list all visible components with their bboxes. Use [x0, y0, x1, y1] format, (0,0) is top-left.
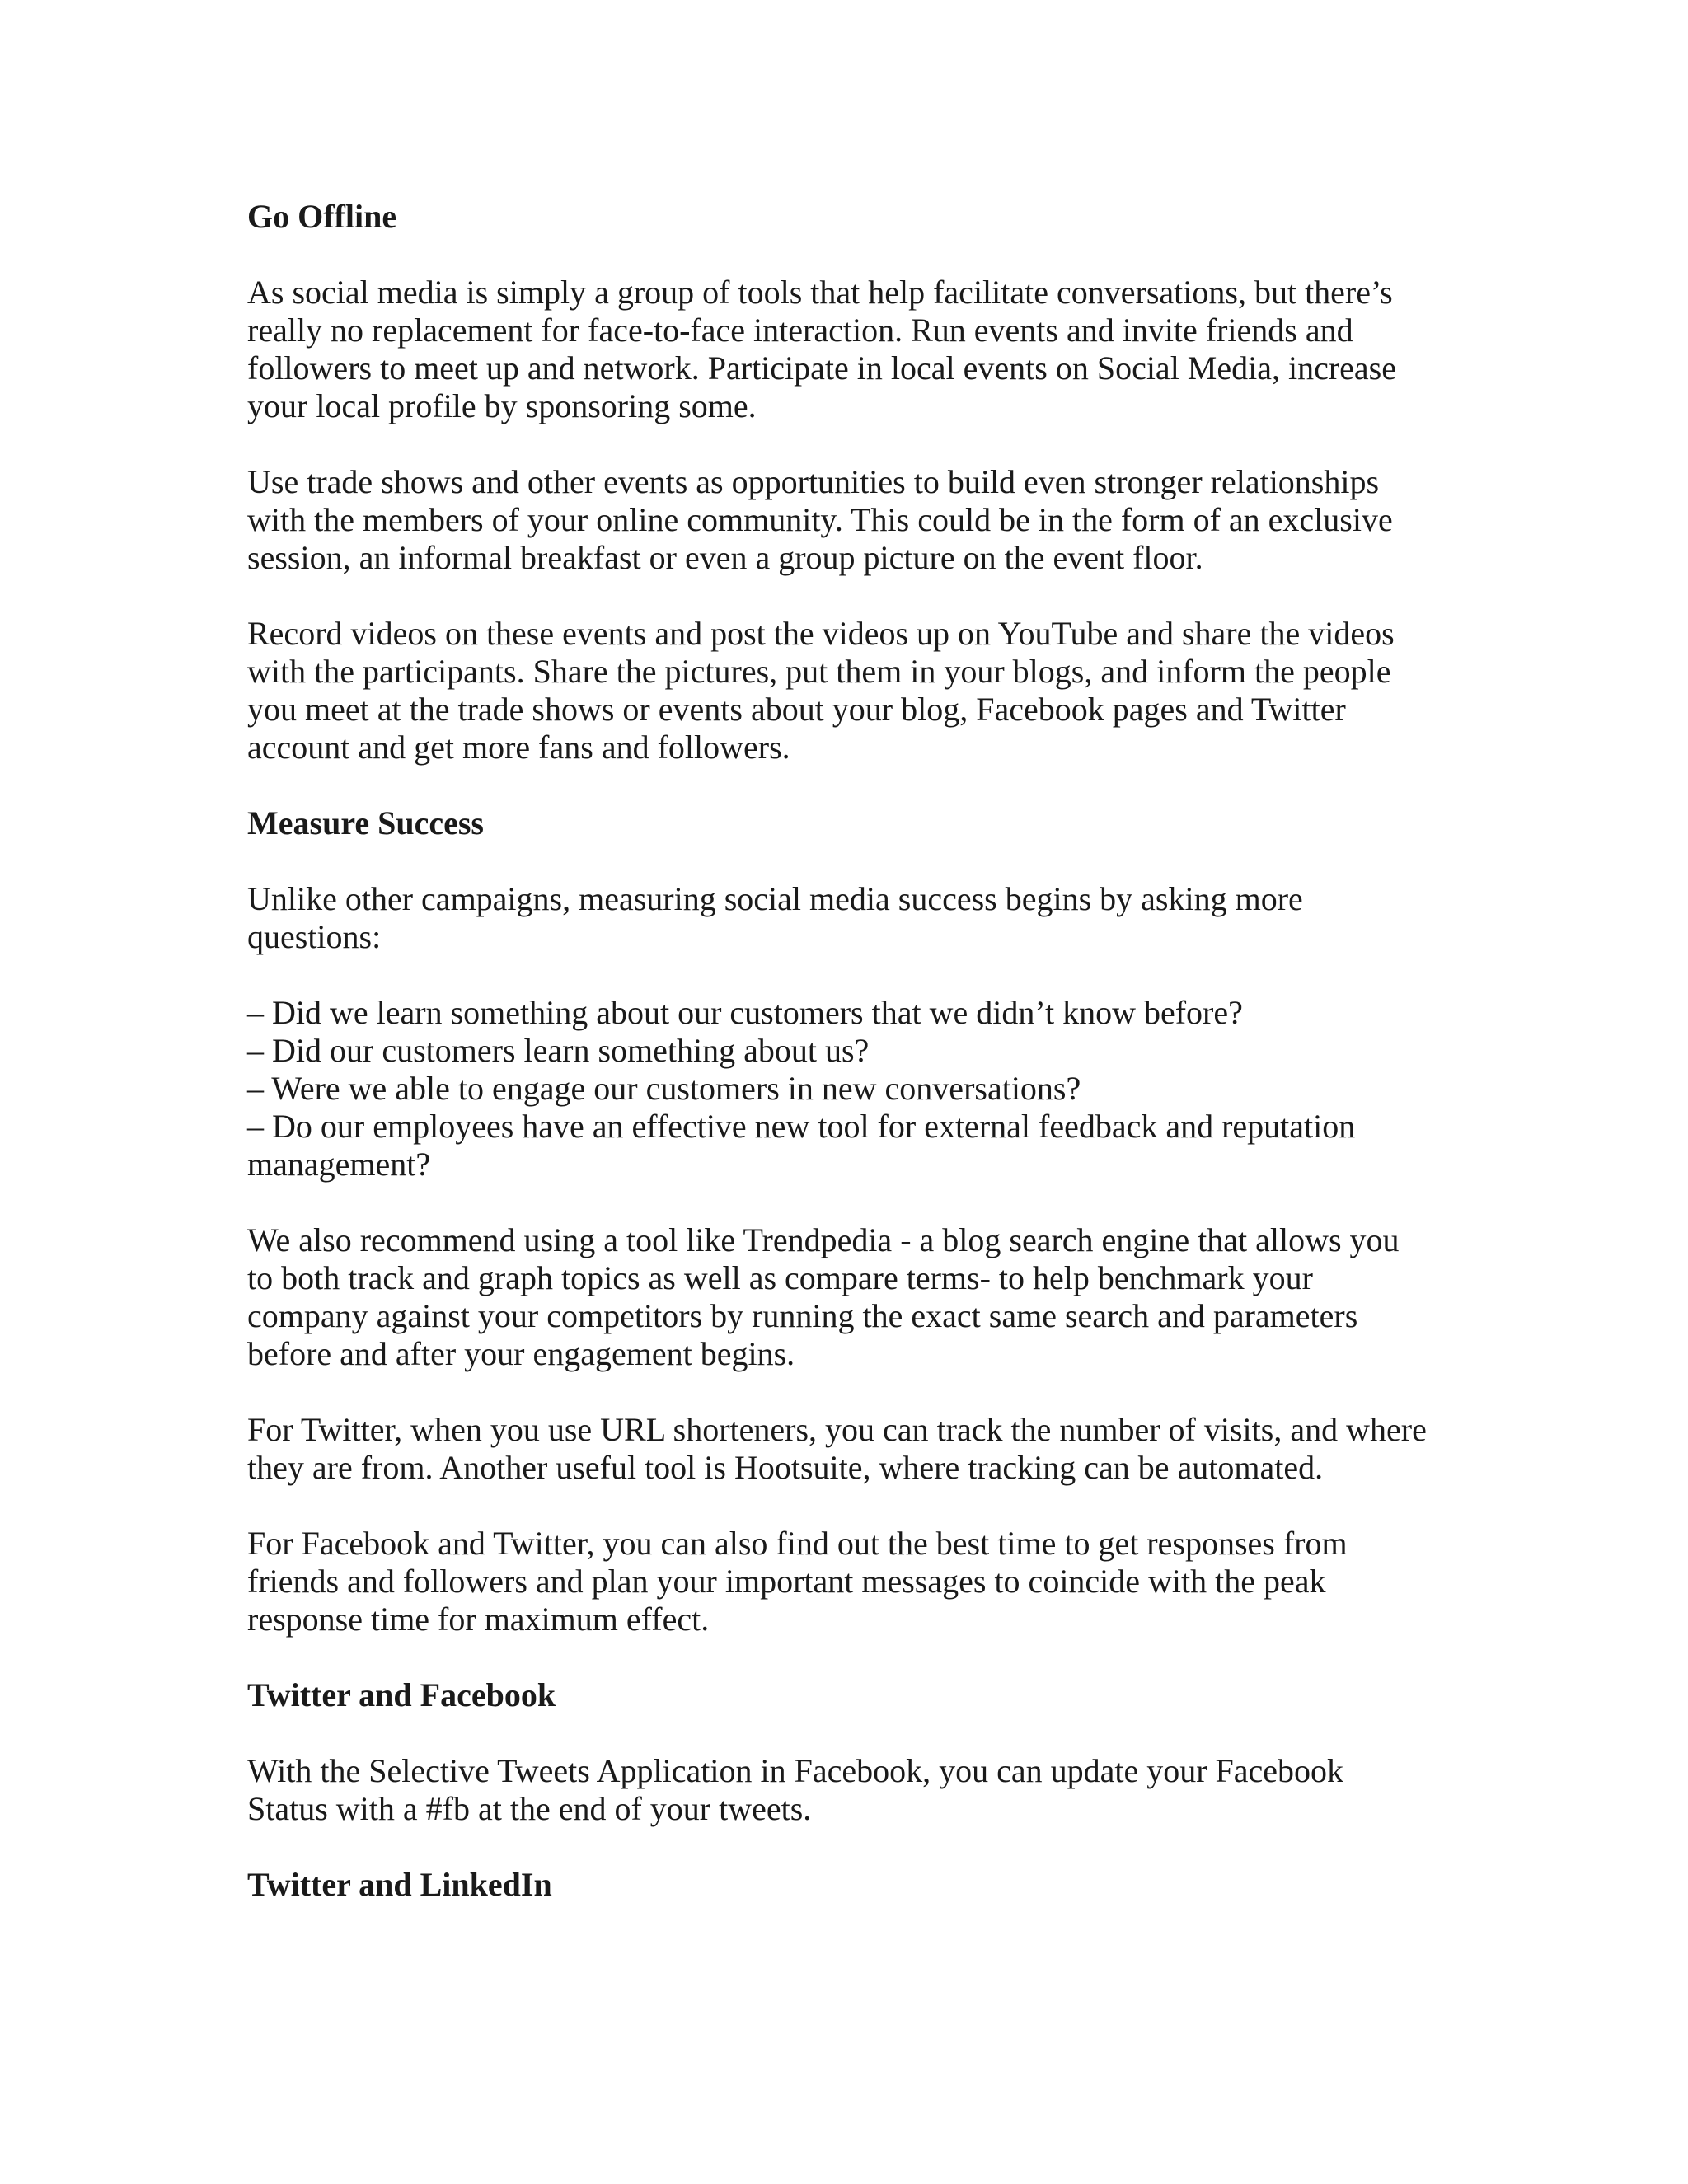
text-line: company against your competitors by running the exact same search and parameters [247, 1297, 1358, 1334]
paragraph-measure-success-2 [247, 1221, 1451, 1373]
text-line: really no replacement for face-to-face interaction. Run events and invite friends and [247, 312, 1353, 349]
text-line: Status with a #fb at the end of your tweets. [247, 1790, 812, 1827]
document-body [247, 198, 1451, 1942]
question-list [247, 994, 1451, 1183]
text-line: For Twitter, when you use URL shorteners, you can track the number of visits, and where [247, 1411, 1427, 1448]
list-item: – Did we learn something about our customers that we didn’t know before? [247, 994, 1243, 1031]
text-line: they are from. Another useful tool is Hootsuite, where tracking can be automated. [247, 1449, 1324, 1486]
text-line: you meet at the trade shows or events about your blog, Facebook pages and Twitter [247, 691, 1346, 728]
text-line: We also recommend using a tool like Trendpedia - a blog search engine that allows you [247, 1221, 1400, 1258]
text-line: Unlike other campaigns, measuring social media success begins by asking more [247, 880, 1303, 917]
text-line: Record videos on these events and post the videos up on YouTube and share the videos [247, 615, 1395, 652]
list-item: management? [247, 1146, 431, 1183]
paragraph-go-offline-1 [247, 274, 1451, 425]
text-line: followers to meet up and network. Participate in local events on Social Media, increase [247, 349, 1397, 387]
text-line: your local profile by sponsoring some. [247, 387, 757, 424]
text-line: before and after your engagement begins. [247, 1335, 795, 1372]
text-line: With the Selective Tweets Application in Facebook, you can update your Facebook [247, 1752, 1344, 1789]
paragraph-twitter-facebook-1 [247, 1752, 1451, 1828]
heading-twitter-linkedin: Twitter and LinkedIn [247, 1866, 552, 1903]
text-line: Use trade shows and other events as opportunities to build even stronger relationships [247, 463, 1380, 500]
text-line: questions: [247, 918, 382, 955]
text-line: account and get more fans and followers. [247, 729, 790, 766]
text-line: with the members of your online community. This could be in the form of an exclusive [247, 501, 1393, 538]
text-line: response time for maximum effect. [247, 1601, 710, 1638]
text-line: For Facebook and Twitter, you can also find out the best time to get responses from [247, 1525, 1348, 1562]
text-line: with the participants. Share the pictures, put them in your blogs, and inform the people [247, 653, 1391, 690]
heading-measure-success: Measure Success [247, 804, 484, 841]
paragraph-measure-success-1 [247, 880, 1451, 956]
text-line: friends and followers and plan your important messages to coincide with the peak [247, 1563, 1326, 1600]
paragraph-measure-success-3 [247, 1411, 1451, 1487]
paragraph-measure-success-4 [247, 1525, 1451, 1638]
list-item: – Were we able to engage our customers in new conversations? [247, 1070, 1081, 1107]
text-line: to both track and graph topics as well as compare terms- to help benchmark your [247, 1259, 1313, 1296]
paragraph-go-offline-3 [247, 615, 1451, 766]
text-line: session, an informal breakfast or even a group picture on the event floor. [247, 539, 1203, 576]
paragraph-go-offline-2 [247, 463, 1451, 577]
heading-go-offline: Go Offline [247, 198, 397, 235]
text-line: As social media is simply a group of tools that help facilitate conversations, but there’s [247, 274, 1393, 311]
list-item: – Did our customers learn something about us? [247, 1032, 870, 1069]
list-item: – Do our employees have an effective new tool for external feedback and reputation [247, 1108, 1356, 1145]
heading-twitter-facebook: Twitter and Facebook [247, 1676, 556, 1713]
